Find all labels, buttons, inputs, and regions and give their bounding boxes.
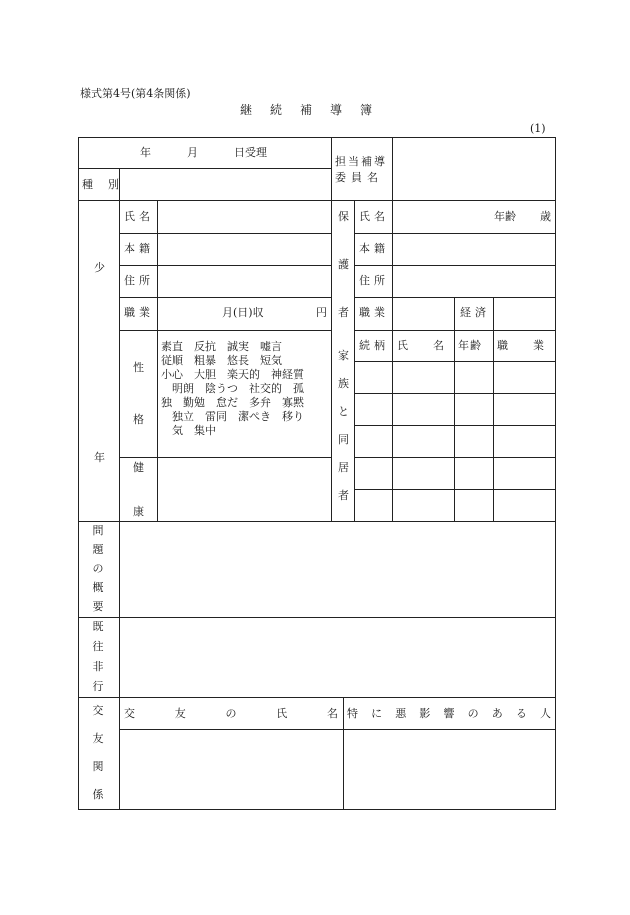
guardian-job-label: 職業 [359,306,389,319]
friends-name-header-char: 氏 [276,707,288,720]
guardian-side-char: 護 [338,258,349,271]
income-yen-label: 円 [316,306,327,319]
delinquency-label-char: 往 [92,640,104,653]
trait-line: 小心 大胆 楽天的 神経質 [161,368,304,381]
delinquency-label-char: 非 [92,660,104,673]
guardian-side-char: 保 [338,210,349,223]
bad-influence-header-char: 悪 [395,707,407,720]
friends-label-char: 関 [92,760,104,773]
trait-line: 従順 粗暴 悠長 短気 [161,354,282,367]
juvenile-side-char-1: 少 [94,261,105,274]
family-side-char: 者 [338,489,349,502]
family-relation-header: 続柄 [359,339,389,352]
guardian-side-char: 者 [338,306,349,319]
family-job-header: 職 業 [497,339,551,352]
juvenile-job-label: 職業 [124,306,154,319]
bad-influence-header-char: 響 [443,707,455,720]
family-age-header: 年齢 [458,339,482,352]
family-side-char: 居 [338,461,349,474]
health-label-1: 健 [133,461,144,474]
officer-label: 担当補導 [335,155,387,168]
problem-label-char: 問 [92,523,104,537]
bad-influence-header-char: あ [491,707,503,720]
bad-influence-header-char: 影 [419,707,431,720]
juvenile-name-label: 氏名 [124,210,154,223]
friends-label-char: 交 [92,704,104,717]
form-code: 様式第4号(第4条関係) [80,87,191,100]
bad-influence-header-char: 人 [540,707,551,720]
received-month-label: 月 [187,146,198,159]
category-label: 種 別 [82,178,121,191]
delinquency-label-char: 既 [92,620,104,633]
page-number: (1) [530,122,546,135]
family-side-char: 家 [338,349,349,362]
friends-label-char: 友 [92,732,104,745]
bad-influence-header [347,708,551,720]
health-label-2: 康 [133,505,144,518]
friends-name-header-char: 交 [124,707,135,720]
delinquency-label [90,617,106,697]
guardian-economy-label: 経済 [460,306,490,319]
friends-label-char: 係 [92,788,104,801]
friends-name-header-char: 名 [327,707,338,720]
juvenile-address-label: 住所 [124,274,154,287]
problem-label-char: 概 [92,581,104,595]
family-side-char: 同 [338,433,349,446]
personality-label-2: 格 [133,413,144,426]
family-name-header: 氏 名 [397,339,451,352]
juvenile-domicile-label: 本籍 [124,242,154,255]
problem-label [90,521,106,617]
bad-influence-header-char: る [515,707,527,720]
trait-line: 独立 雷同 潔ぺき 移り [161,410,304,423]
guardian-domicile-label: 本籍 [359,242,389,255]
form-title: 継 続 補 導 簿 [240,103,376,117]
received-day-label: 日受理 [234,146,267,159]
trait-line: 素直 反抗 誠実 嘘言 [161,340,282,353]
problem-label-char: 題 [92,542,104,556]
trait-line: 明朗 陰うつ 社交的 孤 [161,382,304,395]
officer-label-2: 委員名 [335,171,383,184]
bad-influence-header-char: 特 [347,707,358,720]
friends-name-header-char: 友 [174,707,186,720]
delinquency-label-char: 行 [92,680,104,693]
guardian-age-label: 年齢 [494,210,516,223]
received-year-label: 年 [140,146,151,159]
problem-label-char: の [92,561,104,575]
trait-line: 気 集中 [161,424,216,437]
family-side-char: 族 [338,377,349,390]
family-side-char: と [338,405,349,418]
friends-name-header [124,708,338,720]
personality-label-1: 性 [133,361,144,374]
income-month-label: 月(日)収 [222,306,264,319]
friends-name-header-char: の [225,707,237,720]
problem-label-char: 要 [92,600,104,614]
bad-influence-header-char: の [467,707,479,720]
guardian-name-label: 氏名 [359,210,389,223]
friends-label [90,697,106,809]
guardian-address-label: 住所 [359,274,389,287]
juvenile-side-char-2: 年 [94,451,105,464]
guardian-age-unit: 歳 [540,210,551,223]
bad-influence-header-char: に [371,707,383,720]
trait-line: 独 勤勉 怠だ 多弁 寡黙 [161,396,304,409]
